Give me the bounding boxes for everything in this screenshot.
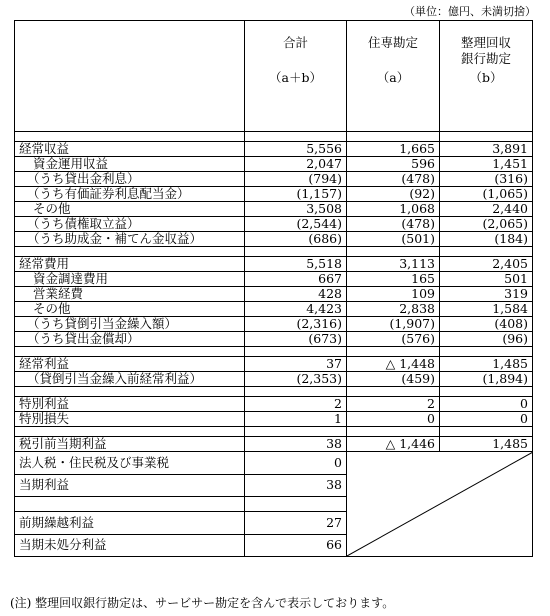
cell-seiri: 1,584 — [440, 302, 533, 317]
row-label: 当期利益 — [15, 474, 245, 497]
row-label: （うち債権取立益） — [15, 217, 245, 232]
cell-total: 38 — [245, 474, 347, 497]
cell-total: 428 — [245, 287, 347, 302]
table-row — [15, 412, 533, 427]
header-jusen-title: 住専勘定 — [367, 35, 418, 50]
cell-jusen: 1,068 — [347, 202, 440, 217]
cell-jusen: (501) — [347, 232, 440, 247]
header-row — [15, 21, 533, 132]
cell-total: 1 — [245, 412, 347, 427]
table-row — [15, 172, 533, 187]
header-total-title: 合計 — [282, 35, 308, 50]
cell-seiri: 1,451 — [440, 157, 533, 172]
income-statement-table — [14, 20, 533, 557]
table-row — [15, 302, 533, 317]
cell-seiri: (408) — [440, 317, 533, 332]
unit-note: （単位：億円、未満切捨） — [404, 5, 536, 18]
header-jusen-sub: （a） — [376, 70, 410, 85]
cell-jusen: 1,665 — [347, 142, 440, 157]
row-label: 特別損失 — [15, 412, 245, 427]
row-label: 特別利益 — [15, 397, 245, 412]
diagonal-line — [347, 452, 533, 556]
row-label: 経常収益 — [15, 142, 245, 157]
cell-total: (1,157) — [245, 187, 347, 202]
row-label: 営業経費 — [15, 287, 245, 302]
table-row — [15, 257, 533, 272]
cell-total: 5,556 — [245, 142, 347, 157]
cell-total: 38 — [245, 437, 347, 452]
cell-seiri: 1,485 — [440, 437, 533, 452]
cell-seiri: 501 — [440, 272, 533, 287]
row-label: 税引前当期利益 — [15, 437, 245, 452]
cell-seiri: (96) — [440, 332, 533, 347]
cell-seiri: (184) — [440, 232, 533, 247]
header-seiri-title: 整理回収 — [460, 35, 511, 50]
cell-jusen: 0 — [347, 412, 440, 427]
row-label: （うち助成金・補てん金収益） — [15, 232, 245, 247]
cell-total: (2,544) — [245, 217, 347, 232]
cell-jusen: (459) — [347, 372, 440, 387]
row-label: 法人税・住民税及び事業税 — [15, 452, 245, 475]
cell-total: (794) — [245, 172, 347, 187]
cell-jusen: 109 — [347, 287, 440, 302]
cell-total: (2,316) — [245, 317, 347, 332]
cell-seiri: 3,891 — [440, 142, 533, 157]
row-label: 経常利益 — [15, 357, 245, 372]
cell-seiri: 0 — [440, 397, 533, 412]
table-row — [15, 372, 533, 387]
table-row — [15, 452, 533, 475]
cell-total: 0 — [245, 452, 347, 475]
cell-seiri: 319 — [440, 287, 533, 302]
cell-jusen: 596 — [347, 157, 440, 172]
cell-jusen: 3,113 — [347, 257, 440, 272]
header-seiri — [440, 21, 533, 132]
table-row — [15, 217, 533, 232]
cell-seiri: 2,405 — [440, 257, 533, 272]
cell-seiri: (1,894) — [440, 372, 533, 387]
cell-total: (686) — [245, 232, 347, 247]
table-row — [15, 232, 533, 247]
table-row — [15, 157, 533, 172]
header-blank — [15, 21, 245, 132]
cell-total: 3,508 — [245, 202, 347, 217]
cell-total: 2,047 — [245, 157, 347, 172]
row-label: 当期未処分利益 — [15, 534, 245, 557]
table-row — [15, 317, 533, 332]
cell-seiri: 0 — [440, 412, 533, 427]
cell-jusen: (478) — [347, 172, 440, 187]
cell-jusen: 165 — [347, 272, 440, 287]
cell-total: 27 — [245, 512, 347, 535]
cell-seiri: 1,485 — [440, 357, 533, 372]
cell-total: 667 — [245, 272, 347, 287]
header-total — [245, 21, 347, 132]
row-label: 前期繰越利益 — [15, 512, 245, 535]
header-seiri-title-2: 銀行勘定 — [460, 51, 511, 66]
row-label: その他 — [15, 202, 245, 217]
cell-seiri: (2,065) — [440, 217, 533, 232]
row-label: 経常費用 — [15, 257, 245, 272]
diagonal-blank-cell — [347, 452, 533, 557]
footnote: (注) 整理回収銀行勘定は、サービサー勘定を含んで表示しております。 — [10, 596, 395, 610]
cell-jusen: △ 1,448 — [347, 357, 440, 372]
header-jusen — [347, 21, 440, 132]
table-row — [15, 287, 533, 302]
cell-total: 4,423 — [245, 302, 347, 317]
cell-jusen: △ 1,446 — [347, 437, 440, 452]
cell-jusen: (478) — [347, 217, 440, 232]
row-label: （うち有価証券利息配当金） — [15, 187, 245, 202]
table-row — [15, 397, 533, 412]
row-label: （うち貸出金利息） — [15, 172, 245, 187]
header-seiri-sub: （b） — [469, 70, 503, 85]
table-row — [15, 332, 533, 347]
row-label: その他 — [15, 302, 245, 317]
cell-jusen: 2,838 — [347, 302, 440, 317]
table-row — [15, 187, 533, 202]
cell-seiri: (316) — [440, 172, 533, 187]
table-row — [15, 142, 533, 157]
cell-jusen: (1,907) — [347, 317, 440, 332]
header-total-sub: （a＋b） — [269, 70, 322, 85]
table-row — [15, 272, 533, 287]
cell-seiri: 2,440 — [440, 202, 533, 217]
table-row — [15, 202, 533, 217]
row-label: 資金調達費用 — [15, 272, 245, 287]
cell-seiri: (1,065) — [440, 187, 533, 202]
cell-total: 37 — [245, 357, 347, 372]
row-label: （うち貸出金償却） — [15, 332, 245, 347]
row-label: 資金運用収益 — [15, 157, 245, 172]
cell-jusen: (576) — [347, 332, 440, 347]
cell-total: (2,353) — [245, 372, 347, 387]
cell-total: 5,518 — [245, 257, 347, 272]
cell-total: (673) — [245, 332, 347, 347]
cell-jusen: (92) — [347, 187, 440, 202]
cell-jusen: 2 — [347, 397, 440, 412]
row-label: （うち貸倒引当金繰入額） — [15, 317, 245, 332]
row-label: （貸倒引当金繰入前経常利益） — [15, 372, 245, 387]
cell-total: 66 — [245, 534, 347, 557]
table-row — [15, 357, 533, 372]
cell-total: 2 — [245, 397, 347, 412]
table-row — [15, 437, 533, 452]
